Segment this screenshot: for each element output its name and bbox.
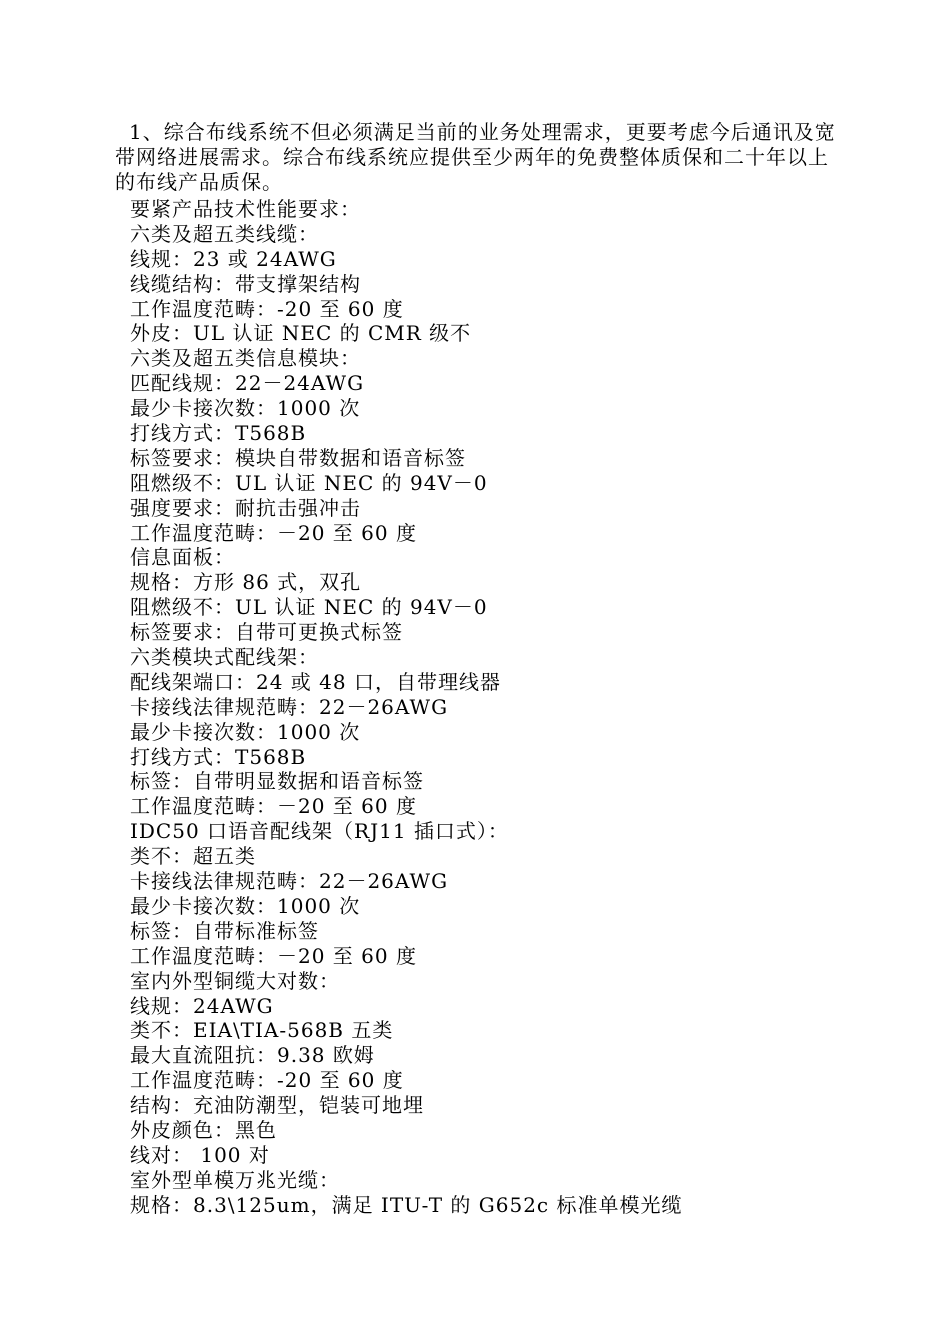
spec-line: 工作温度范畴：－20 至 60 度: [130, 794, 417, 819]
spec-line: 结构：充油防潮型，铠装可地埋: [130, 1093, 424, 1118]
spec-line: 外皮：UL 认证 NEC 的 CMR 级不: [130, 321, 472, 346]
spec-line: IDC50 口语音配线架（RJ11 插口式）：: [130, 819, 509, 844]
spec-line: 标签要求：模块自带数据和语音标签: [130, 445, 466, 470]
spec-line: 阻燃级不：UL 认证 NEC 的 94V－0: [130, 595, 488, 620]
spec-line: 工作温度范畴：－20 至 60 度: [130, 943, 417, 968]
spec-line: 外皮颜色：黑色: [130, 1117, 277, 1142]
spec-line: 最少卡接次数：1000 次: [130, 719, 361, 744]
spec-line: 线规：23 或 24AWG: [130, 246, 337, 271]
spec-line: 六类及超五类线缆：: [130, 221, 319, 246]
spec-line: 六类及超五类信息模块：: [130, 346, 361, 371]
spec-line: 最少卡接次数：1000 次: [130, 893, 361, 918]
spec-line: 规格：方形 86 式，双孔: [130, 570, 362, 595]
spec-line: 标签：自带标准标签: [130, 918, 319, 943]
spec-line: 打线方式：T568B: [130, 421, 307, 446]
spec-line: 要紧产品技术性能要求：: [130, 197, 361, 221]
spec-line: 最少卡接次数：1000 次: [130, 396, 361, 421]
spec-line: 工作温度范畴：-20 至 60 度: [130, 1068, 404, 1093]
spec-line: 室内外型铜缆大对数：: [130, 968, 340, 993]
spec-line: 卡接线法律规范畴：22－26AWG: [130, 694, 449, 719]
spec-line: 线缆结构：带支撑架结构: [130, 271, 361, 296]
spec-line: 工作温度范畴：-20 至 60 度: [130, 296, 404, 321]
spec-line: 室外型单模万兆光缆：: [130, 1167, 340, 1192]
spec-line: 工作温度范畴：－20 至 60 度: [130, 520, 417, 545]
intro-paragraph: 1、综合布线系统不但必须满足当前的业务处理需求，更要考虑今后通讯及宽带网络进展需求。综合布线系统应提供至少两年的免费整体质保和二十年以上的布线产品质保。: [115, 120, 836, 194]
spec-line: 类不：EIA\TIA-568B 五类: [130, 1018, 394, 1043]
spec-line: 阻燃级不：UL 认证 NEC 的 94V－0: [130, 470, 488, 495]
spec-line: 类不：超五类: [130, 844, 256, 869]
spec-line: 规格：8.3\125um，满足 ITU-T 的 G652c 标准单模光缆: [130, 1192, 683, 1217]
spec-line: 匹配线规：22－24AWG: [130, 371, 365, 396]
spec-line: 六类模块式配线架：: [130, 645, 319, 670]
spec-line: 强度要求：耐抗击强冲击: [130, 495, 361, 520]
spec-line: 线对： 100 对: [130, 1142, 270, 1167]
spec-line: 信息面板：: [130, 545, 235, 570]
spec-line: 最大直流阻抗：9.38 欧姆: [130, 1043, 375, 1068]
spec-line: 标签要求：自带可更换式标签: [130, 620, 403, 645]
spec-line: 标签：自带明显数据和语音标签: [130, 769, 424, 794]
spec-list: [130, 197, 682, 1218]
spec-line: 卡接线法律规范畴：22－26AWG: [130, 869, 449, 894]
spec-line: 线规：24AWG: [130, 993, 274, 1018]
spec-line: 配线架端口：24 或 48 口，自带理线器: [130, 669, 501, 694]
spec-line: 打线方式：T568B: [130, 744, 307, 769]
